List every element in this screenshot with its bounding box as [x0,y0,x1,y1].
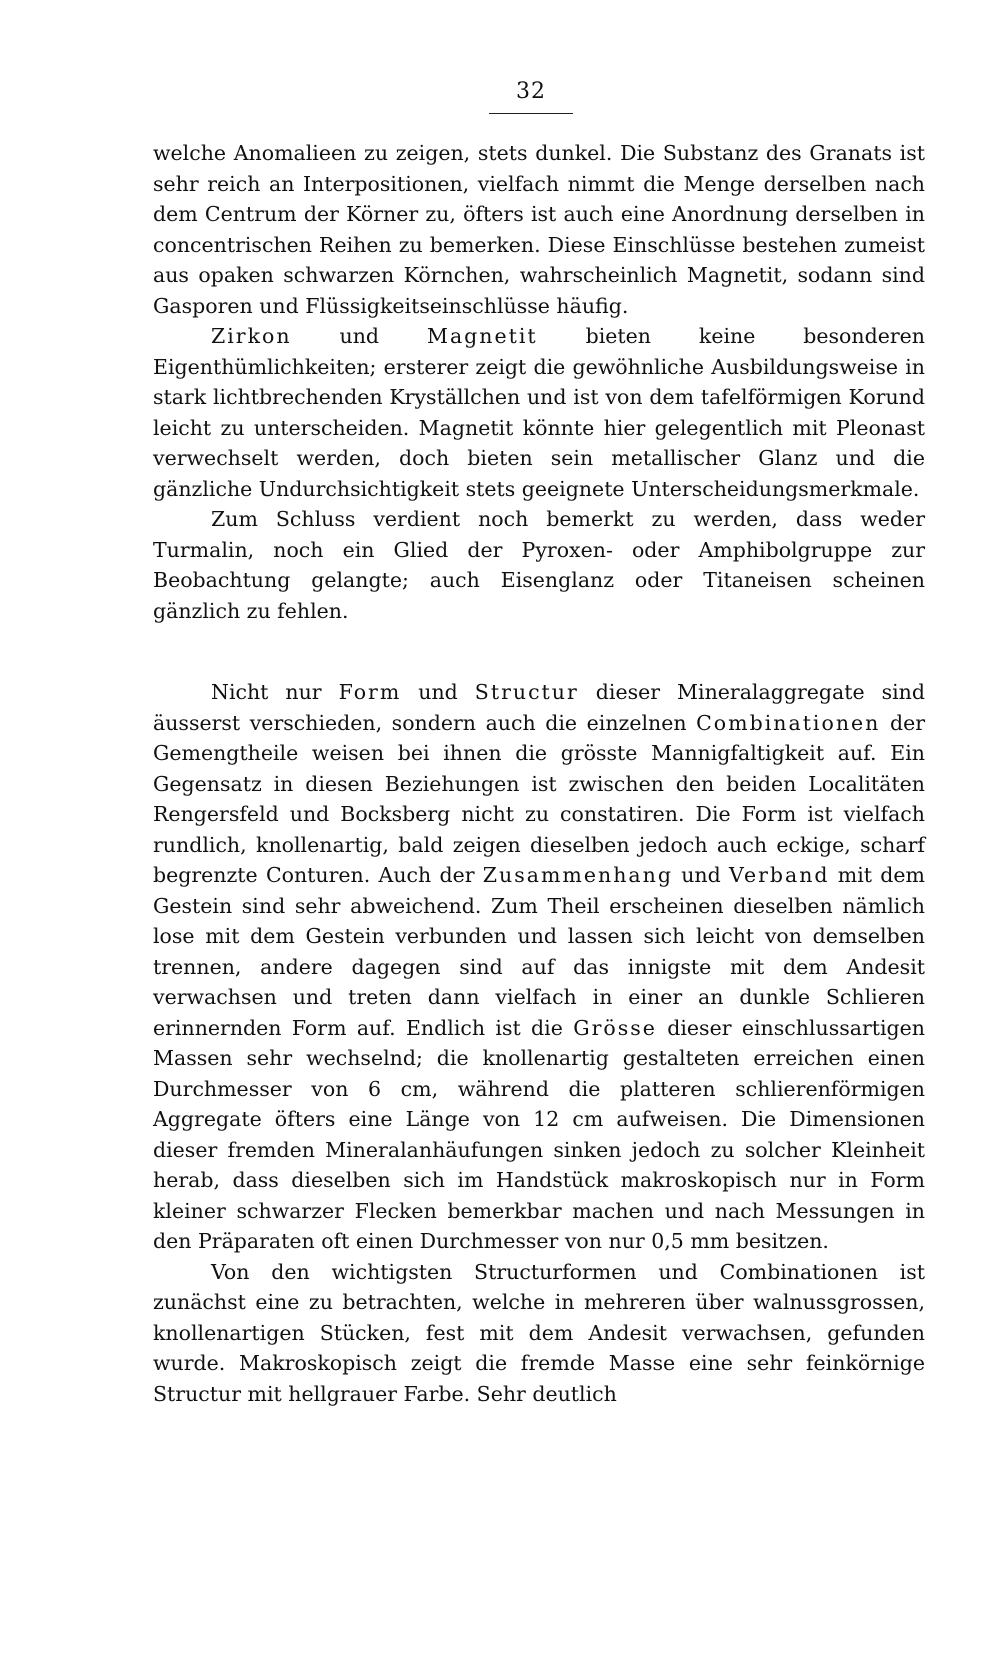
spaced-term: Form [338,680,402,704]
text-run: mit dem Gestein sind sehr abweichend. Zum Theil erscheinen dieselben nämlich lose mit dem Gestein verbunden und lassen sich leicht von demselben trennen, andere dagegen sind auf das innigste mit dem Andesit verwachsen und treten dann vielfach in einer an dunkle Schlieren erinnernden Form auf. Endlich ist die [153,863,925,1040]
text-run: dieser einschlussartigen Massen sehr wechselnd; die knollenartig gestalteten erreichen einen Durchmesser von 6 cm, während die platteren schlierenförmigen Aggregate öfters eine Länge von 12 cm aufweisen. Die Dimensionen dieser fremden Mineralanhäufungen sinken jedoch zu solcher Kleinheit herab, dass dieselben sich im Handstück makroskopisch nur in Form kleiner schwarzer Flecken bemerkbar machen und nach Messungen in den Präparaten oft einen Durchmesser von nur 0,5 mm besitzen. [153,1015,926,1253]
paragraph-3 [153,504,925,626]
page-number-rule [489,113,573,114]
spaced-term: Magnetit [426,324,538,348]
paragraph-1 [153,138,925,321]
paragraph-5 [153,1257,925,1410]
text-run: Zum Schluss verdient noch bemerkt zu werden, dass weder Turmalin, noch ein Glied der Pyroxen- oder Amphibolgruppe zur Beobachtung gelangte; auch Eisenglanz oder Titaneisen scheinen gänzlich zu fehlen. [153,507,925,623]
text-block-lower [153,677,925,1409]
spaced-term: Grösse [573,1015,657,1040]
text-run: der Gemengtheile weisen bei ihnen die grösste Mannigfaltigkeit auf. Ein Gegensatz in diesen Beziehungen ist zwischen den beiden Localitäten Rengersfeld und Bocksberg nicht zu constatiren. Die Form ist vielfach rundlich, knollenartig, bald zeigen dieselben jedoch auch eckige, scharf begrenzte Conturen. Auch der [153,710,925,887]
text-run: und [291,324,427,348]
spaced-term: Zusammenhang [482,863,673,887]
text-run: Von den wichtigsten Structurformen und Combinationen ist zunächst eine zu betrachten, welche in mehreren über walnussgrossen, knollenartigen Stücken, fest mit dem Andesit verwachsen, gefunden wurde. Makroskopisch zeigt die fremde Masse eine sehr feinkörnige Structur mit hellgrauer Farbe. Sehr deutlich [153,1259,925,1406]
text-run: Nicht nur [211,680,339,704]
spaced-term: Structur [474,680,579,704]
text-run: und [401,680,475,704]
spaced-term: Verband [729,863,830,887]
document-page [153,0,925,1670]
spaced-term: Zirkon [211,324,292,348]
text-run: bieten keine besonderen Eigenthümlichkeiten; ersterer zeigt die gewöhnliche Ausbildungsweise in stark lichtbrechenden Kryställchen und ist von dem tafelförmigen Korund leicht zu unterscheiden. Magnetit könnte hier gelegentlich mit Pleonast verwechselt werden, doch bieten sein metallischer Glanz und die gänzliche Undurchsichtigkeit stets geeignete Unterscheidungsmerkmale. [153,324,925,501]
paragraph-4 [153,677,925,1257]
page-number: 32 [516,79,546,104]
text-run: und [672,863,730,887]
text-run: dieser Mineralaggregate sind äusserst verschieden, sondern auch die einzelnen [153,680,925,735]
spaced-term: Combinationen [696,710,881,735]
text-block-upper [153,138,925,626]
paragraph-2 [153,321,925,504]
text-run: welche Anomalieen zu zeigen, stets dunkel. Die Substanz des Granats ist sehr reich an Interpositionen, vielfach nimmt die Menge derselben nach dem Centrum der Körner zu, öfters ist auch eine Anordnung derselben in concentrischen Reihen zu bemerken. Diese Einschlüsse bestehen zumeist aus opaken schwarzen Körnchen, wahrscheinlich Magnetit, sodann sind Gasporen und Flüssigkeitseinschlüsse häufig. [153,141,925,318]
